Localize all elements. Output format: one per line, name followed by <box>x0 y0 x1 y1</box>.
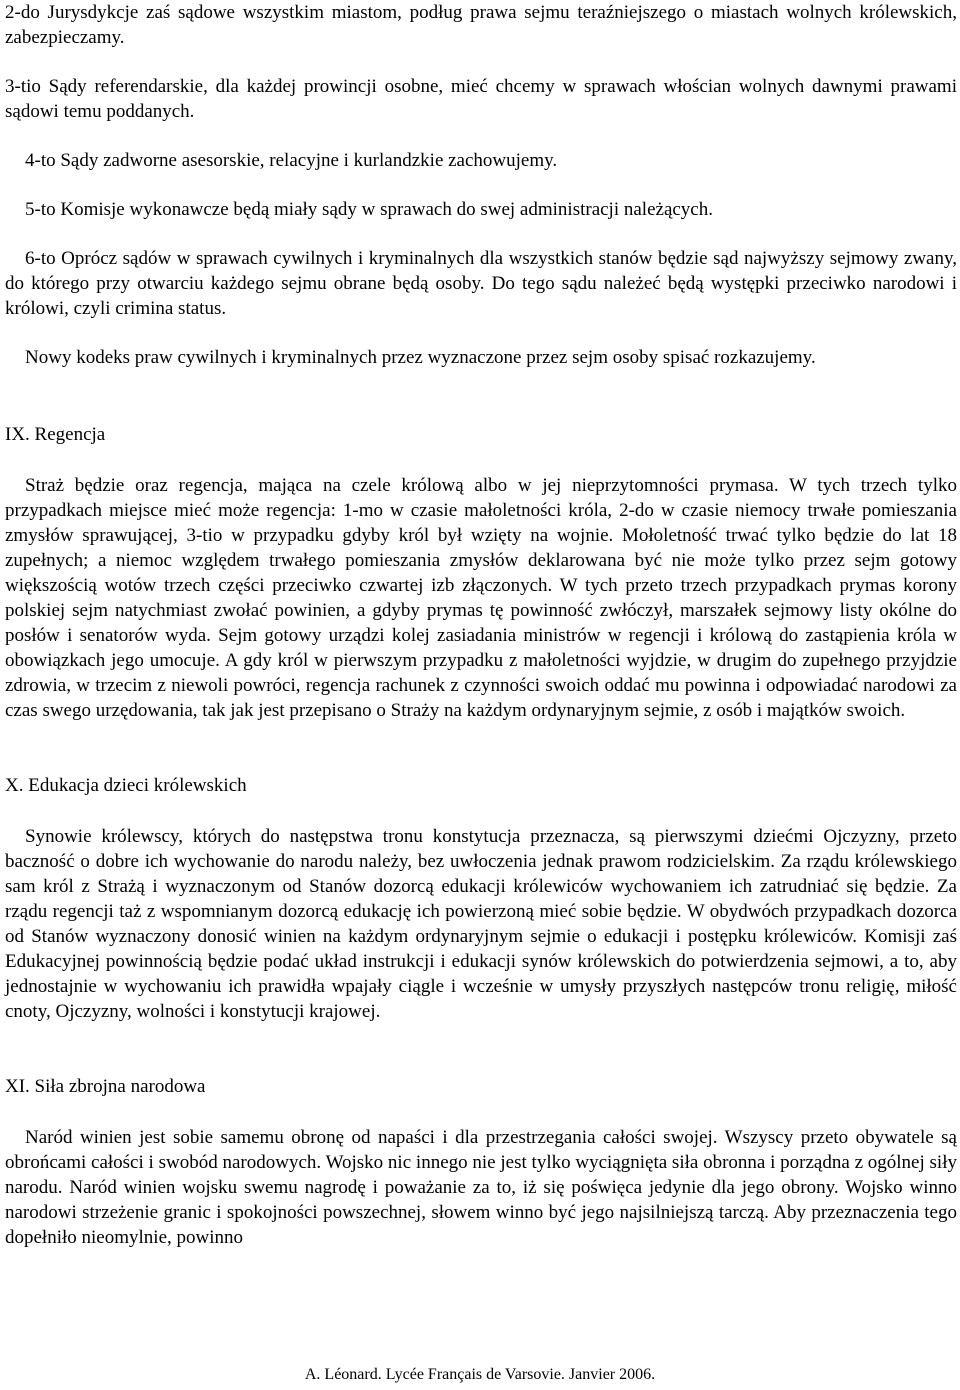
paragraph-executive-commissions: 5-to Komisje wykonawcze będą miały sądy w sprawach do swej administracji należących. <box>25 199 713 220</box>
paragraph-jurisdiction: 2-do Jurysdykcje zaś sądowe wszystkim miastom, podług prawa sejmu teraźniejszego o miastach wolnych królewskich, zabezpieczamy. <box>5 2 957 48</box>
section-heading-regency: IX. Regencja <box>5 424 106 445</box>
section-body-royal-education: Synowie królewscy, których do następstwa tronu konstytucja przeznacza, są pierwszymi dziećmi Ojczyzny, przeto baczność o dobre ich wychowanie do narodu należy, bez uwłoczenia jednak prawom rodzicielskim. Za rządu królewskiego sam król z Strażą i wyznaczonym od Stanów dozorcą edukacji królewiców wychowaniem ich zatrudniać się będzie. Za rządu regencji taż z wspomnianym dozorcą edukację ich powierzoną mieć sobie będzie. W obydwóch przypadkach dozorca od Stanów wyznaczony donosić winien na każdym ordynaryjnym sejmie o edukacji i postępku królewiców. Komisji zaś Edukacyjnej powinnością będzie podać układ instrukcji i edukacji synów królewskich do potwierdzenia sejmowi, a to, aby jednostajnie w wychowaniu ich prawidła wpajały ciągle i wcześnie w umysły przyszłych następców tronu religię, miłość cnoty, Ojczyzny, wolności i konstytucji krajowej. <box>5 826 957 1022</box>
paragraph-court-assessors: 4-to Sądy zadworne asesorskie, relacyjne i kurlandzkie zachowujemy. <box>25 150 558 171</box>
document-page <box>5 0 957 1250</box>
paragraph-referendary-courts: 3-tio Sądy referendarskie, dla każdej prowincji osobne, mieć chcemy w sprawach włościan wolnych dawnymi prawami sądowi temu poddanych. <box>5 76 957 122</box>
section-heading-armed-forces: XI. Siła zbrojna narodowa <box>5 1076 206 1097</box>
section-body-regency: Straż będzie oraz regencja, mająca na czele królową albo w jej nieprzytomności prymasa. W tych trzech tylko przypadkach miejsce mieć może regencja: 1-mo w czasie małoletności króla, 2-do w czasie niemocy trwałe pomieszania zmysłów sprawującej, 3-tio w przypadku gdyby król był wzięty na wojnie. Mołoletność trwać tylko będzie do lat 18 zupełnych; a niemoc względem trwałego pomieszania zmysłów deklarowana być nie może tylko przez sejm gotowy większością wotów trzech części przeciwko czwartej izb złączonych. W tych przeto trzech przypadkach prymas korony polskiej sejm natychmiast zwołać powinien, a gdyby prymas tę powinność zwłóczył, marszałek sejmowy listy okólne do posłów i senatorów wyda. Sejm gotowy urządzi kolej zasiadania ministrów w regencji i królową do zastąpienia króla w obowiązkach jego umocuje. A gdy król w pierwszym przypadku z małoletności wyjdzie, w drugim do zupełnego przyjdzie zdrowia, w trzecim z niewoli powróci, regencja rachunek z czynności swoich oddać mu powinna i odpowiadać narodowi za czas swego urzędowania, tak jak jest przepisano o Straży na każdym ordynaryjnym sejmie, z osób i majątków swoich. <box>5 475 957 721</box>
paragraph-supreme-court: 6-to Oprócz sądów w sprawach cywilnych i kryminalnych dla wszystkich stanów będzie sąd najwyższy sejmowy zwany, do którego przy otwarciu każdego sejmu obrane będą osoby. Do tego sądu należeć będą występki przeciwko narodowi i królowi, czyli crimina status. <box>5 248 957 319</box>
paragraph-new-code: Nowy kodeks praw cywilnych i kryminalnych przez wyznaczone przez sejm osoby spisać rozkazujemy. <box>25 347 816 368</box>
section-body-armed-forces: Naród winien jest sobie samemu obronę od napaści i dla przestrzegania całości swojej. Wszyscy przeto obywatele są obrońcami całości i swobód narodowych. Wojsko nic innego nie jest tylko wyciągnięta siła obronna i porządna z ogólnej siły narodu. Naród winien wojsku swemu nagrodę i poważanie za to, iż się poświęca jedynie dla jego obrony. Wojsko winno narodowi strzeżenie granic i spokojności powszechnej, słowem winno być jego najsilniejszą tarczą. Aby przeznaczenia tego dopełniło nieomylnie, powinno <box>5 1127 957 1248</box>
page-footer: A. Léonard. Lycée Français de Varsovie. Janvier 2006. <box>304 1366 656 1383</box>
section-heading-royal-education: X. Edukacja dzieci królewskich <box>5 775 247 796</box>
